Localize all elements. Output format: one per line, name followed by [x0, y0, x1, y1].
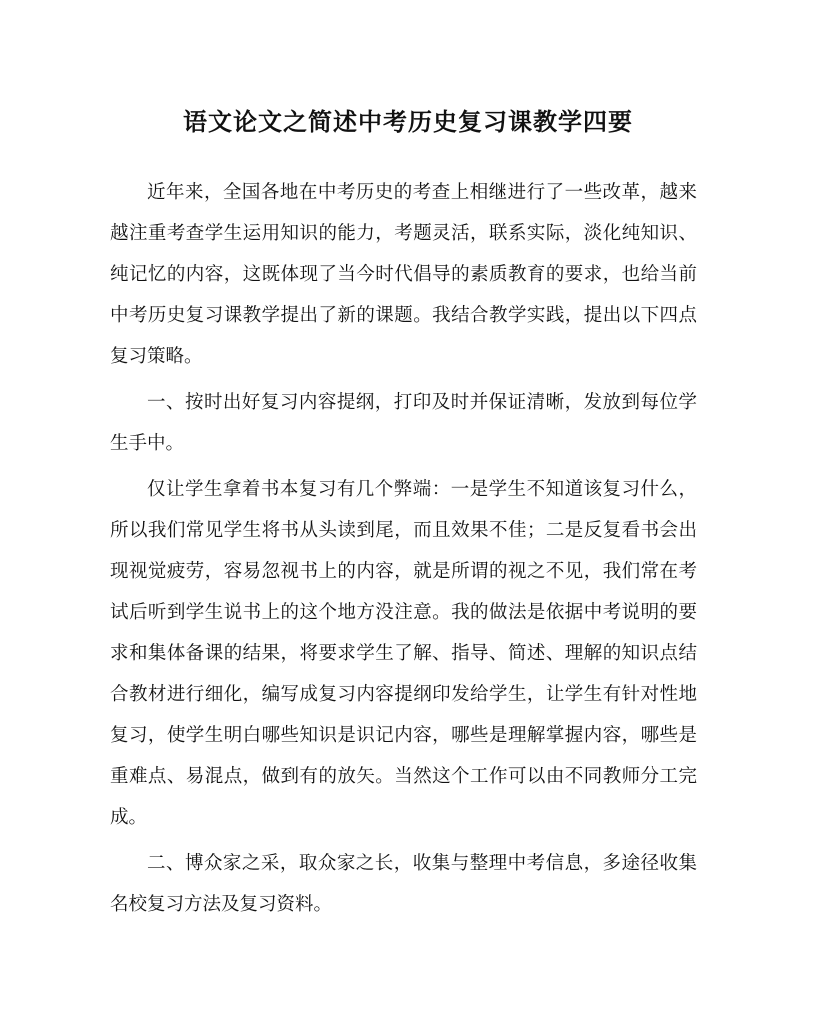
- paragraph-point-one-body: 仅让学生拿着书本复习有几个弊端：一是学生不知道该复习什么，所以我们常见学生将书从头读到尾，而且效果不佳；二是反复看书会出现视觉疲劳，容易忽视书上的内容，就是所谓的视之不见，我们常在考试后听到学生说书上的这个地方没注意。我的做法是依据中考说明的要求和集体备课的结果，将要求学生了解、指导、简述、理解的知识点结合教材进行细化，编写成复习内容提纲印发给学生，让学生有针对性地复习，使学生明白哪些知识是识记内容，哪些是理解掌握内容，哪些是重难点、易混点，做到有的放矢。当然这个工作可以由不同教师分工完成。: [110, 479, 697, 828]
- paragraph-point-two-heading: 二、博众家之采，取众家之长，收集与整理中考信息，多途径收集名校复习方法及复习资料。: [110, 853, 697, 915]
- document-body: [110, 172, 697, 930]
- paragraph-intro: 近年来，全国各地在中考历史的考查上相继进行了一些改革，越来越注重考查学生运用知识的能力，考题灵活，联系实际，淡化纯知识、纯记忆的内容，这既体现了当今时代倡导的素质教育的要求，也给当前中考历史复习课教学提出了新的课题。我结合教学实践，提出以下四点复习策略。: [110, 182, 697, 367]
- paragraph-point-one-heading: 一、按时出好复习内容提纲，打印及时并保证清晰，发放到每位学生手中。: [110, 392, 697, 454]
- document-title: 语文论文之简述中考历史复习课教学四要: [183, 107, 633, 136]
